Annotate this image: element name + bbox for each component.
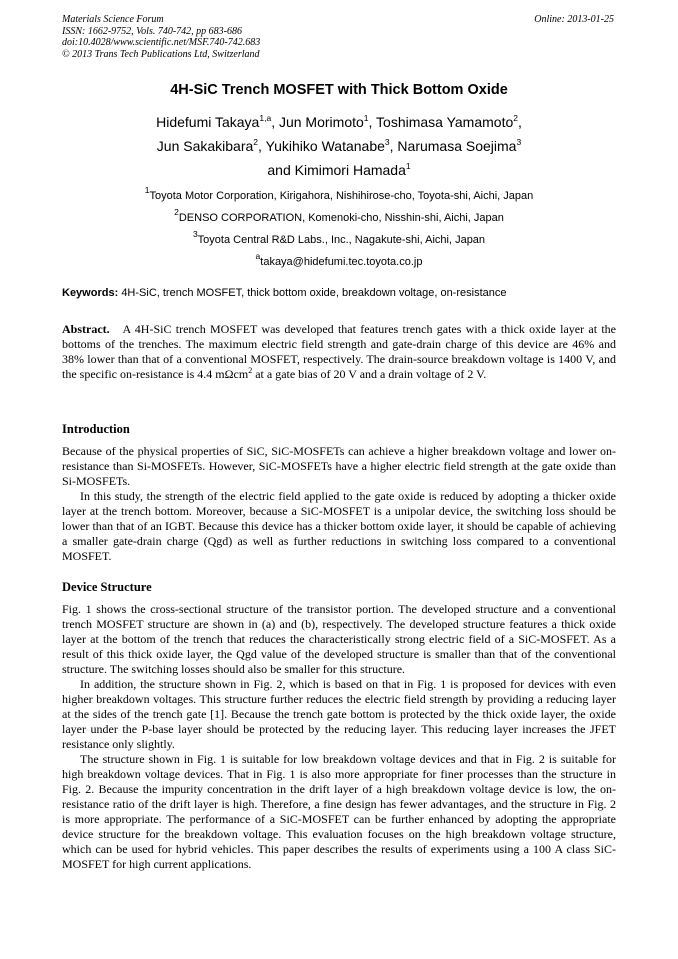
copyright-line: © 2013 Trans Tech Publications Ltd, Switzerland — [62, 48, 260, 60]
author-superscript: 3 — [516, 137, 522, 147]
introduction-body — [62, 444, 616, 564]
device-structure-paragraph-1: Fig. 1 shows the cross-sectional structure of the transistor portion. The developed structure and a conventional trench MOSFET structure are shown in (a) and (b), respectively. The developed structure features a thick oxide layer at the bottom of the trench that reduces the characteristically strong electric field of a SiC-MOSFET. As a result of this thick oxide layer, the Qgd value of the developed structure is smaller than that of the conventional structure. The switching losses should also be smaller for this structure. — [62, 602, 616, 676]
author-superscript: 2 — [253, 137, 259, 147]
abstract-block — [62, 322, 616, 382]
author-email — [0, 251, 678, 273]
author-superscript: 2 — [513, 113, 518, 123]
author-conjunction: and — [267, 162, 295, 178]
author-name: Jun Morimoto — [278, 114, 364, 130]
affiliation-text: Toyota Motor Corporation, Kirigahora, Nishihirose-cho, Toyota-shi, Aichi, Japan — [149, 190, 534, 202]
author-superscript: 1,a — [259, 113, 272, 123]
keywords-text: 4H-SiC, trench MOSFET, thick bottom oxide, breakdown voltage, on-resistance — [121, 287, 507, 299]
online-date: Online: 2013-01-25 — [534, 14, 614, 25]
introduction-heading: Introduction — [62, 422, 130, 436]
author-name: Kimimori Hamada — [294, 162, 406, 178]
doi-line: doi:10.4028/www.scientific.net/MSF.740-742.683 — [62, 37, 261, 48]
device-structure-heading: Device Structure — [62, 580, 152, 594]
author-name: Narumasa Soejima — [397, 138, 517, 154]
affiliation-superscript: 2 — [174, 207, 179, 217]
author-line-1 — [0, 110, 678, 134]
author-separator: , — [518, 114, 522, 130]
paper-title: 4H-SiC Trench MOSFET with Thick Bottom Oxide — [170, 82, 508, 98]
journal-header — [62, 14, 614, 60]
author-line-3 — [0, 158, 678, 182]
affiliation-superscript: 1 — [144, 185, 150, 195]
author-separator: , — [271, 114, 279, 130]
author-separator: , — [389, 138, 398, 154]
affiliation-list — [0, 185, 678, 273]
introduction-paragraph-1: Because of the physical properties of SiC, SiC-MOSFETs can achieve a higher breakdown voltage and lower on-resistance than Si-MOSFETs. However, SiC-MOSFETs have a higher electric field strength at the gate oxide than Si-MOSFETs. — [62, 444, 616, 488]
affiliation-text: DENSO CORPORATION, Komenoki-cho, Nisshin-shi, Aichi, Japan — [178, 212, 504, 224]
author-line-2 — [0, 134, 678, 158]
keywords-line — [62, 287, 622, 299]
affiliation-3 — [0, 229, 678, 251]
author-name: Hidefumi Takaya — [156, 114, 260, 130]
author-separator: , — [368, 114, 377, 130]
author-list — [0, 110, 678, 182]
author-superscript: 1 — [405, 161, 411, 171]
introduction-paragraph-2: In this study, the strength of the electric field applied to the gate oxide is reduced by adopting a thicker oxide layer at the trench bottom. Moreover, because a SiC-MOSFET is a unipolar device, the switching loss should be lower than that of an IGBT. Because this device has a thicker bottom oxide layer, it should be capable of achieving a smaller gate-drain charge (Qgd) as well as further reductions in switching loss compared to a conventional MOSFET. — [62, 489, 616, 563]
abstract-text-end: at a gate bias of 20 V and a drain voltage of 2 V. — [252, 367, 487, 381]
email-text: takaya@hidefumi.tec.toyota.co.jp — [260, 256, 423, 268]
author-name: Toshimasa Yamamoto — [376, 114, 514, 130]
journal-name: Materials Science Forum — [62, 14, 164, 25]
abstract-text: A 4H-SiC trench MOSFET was developed that features trench gates with a thick oxide layer at the bottoms of the trenches. The maximum electric field strength and gate-drain charge of this device are 46% and 38% lower than that of a conventional MOSFET, respectively. The drain-source breakdown voltage is 1400 V, and the specific on-resistance is 4.4 mΩcm — [62, 322, 616, 381]
affiliation-text: Toyota Central R&D Labs., Inc., Nagakute-shi, Aichi, Japan — [197, 234, 486, 246]
author-superscript: 1 — [363, 113, 369, 123]
affiliation-superscript: 3 — [192, 229, 198, 239]
issn-line: ISSN: 1662-9752, Vols. 740-742, pp 683-686 — [62, 25, 242, 37]
device-structure-paragraph-2: In addition, the structure shown in Fig. 2, which is based on that in Fig. 1 is proposed for devices with even higher breakdown voltages. This structure further reduces the electric field strength by providing a reducing layer at the sides of the trench gate [1]. Because the trench gate bottom is protected by the thick oxide layer, the oxide layer under the P-base layer should be protected by the reducing layer. This reducing layer increases the JFET resistance only slightly. — [62, 677, 616, 751]
device-structure-body — [62, 602, 616, 872]
affiliation-1 — [0, 185, 678, 207]
email-superscript: a — [255, 251, 261, 261]
keywords-label: Keywords: — [62, 287, 119, 299]
device-structure-paragraph-3: The structure shown in Fig. 1 is suitable for low breakdown voltage devices and that in Fig. 2 is suitable for high breakdown voltage devices. That in Fig. 1 is also more appropriate for finer processes than the structure in Fig. 2. Because the impurity concentration in the drift layer of a high breakdown voltage device is low, the on-resistance ratio of the drift layer is high. Therefore, a fine design has fewer advantages, and the structure in Fig. 2 is more appropriate. The performance of a SiC-MOSFET can be further enhanced by adopting the appropriate device structure for the breakdown voltage. This evaluation focuses on the high breakdown voltage structure, which can be used for hybrid vehicles. This paper describes the results of experiments using a 100 A class SiC-MOSFET for high current applications. — [62, 752, 616, 871]
abstract-superscript: 2 — [248, 366, 253, 375]
affiliation-2 — [0, 207, 678, 229]
author-name: Yukihiko Watanabe — [265, 138, 385, 154]
abstract-paragraph — [62, 322, 616, 382]
abstract-label: Abstract. — [62, 322, 110, 336]
author-separator: , — [258, 138, 266, 154]
author-superscript: 3 — [384, 137, 390, 147]
author-name: Jun Sakakibara — [156, 138, 254, 154]
